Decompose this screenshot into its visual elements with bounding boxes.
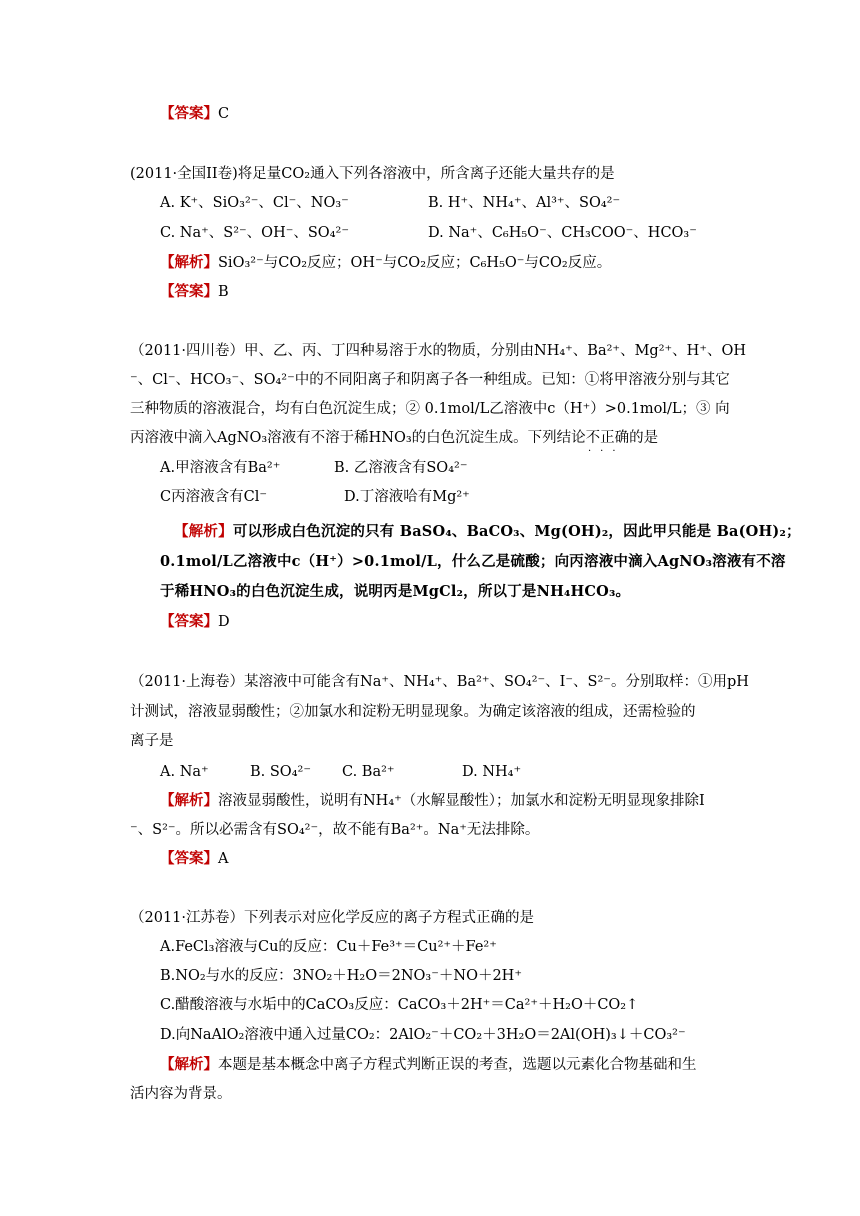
option-b: B. 乙溶液含有SO₄²⁻ <box>334 460 468 476</box>
option-a: A. Na⁺ <box>160 764 209 780</box>
answer-line <box>160 282 229 302</box>
option-b: B.NO₂与水的反应：3NO₂＋H₂O＝2NO₃⁻＋NO＋2H⁺ <box>160 968 522 984</box>
option-d: D.丁溶液哈有Mg²⁺ <box>344 489 470 505</box>
analysis-text: 溶液显弱酸性，说明有NH₄⁺（水解显酸性）；加氯水和淀粉无明显现象排除I <box>218 793 705 809</box>
answer-value: C <box>218 106 230 122</box>
analysis-label: 【解析】 <box>160 254 218 271</box>
analysis-line-1 <box>174 522 801 542</box>
question-stem-line-4: 丙溶液中滴入AgNO₃溶液有不溶于稀HNO₃的白色沉淀生成。下列结论不正确的是 <box>130 430 659 446</box>
answer-value: A <box>218 851 229 867</box>
answer-value: D <box>218 614 230 630</box>
question-stem-line-2: 计测试，溶液显弱酸性；②加氯水和淀粉无明显现象。为确定该溶液的组成，还需检验的 <box>130 704 696 720</box>
emphasis-dots: ··· <box>588 446 625 457</box>
question-stem-line-1: （2011·上海卷）某溶液中可能含有Na⁺、NH₄⁺、Ba²⁺、SO₄²⁻、I⁻、S²⁻。分别取样：①用pH <box>130 674 749 690</box>
question-stem: （2011·江苏卷）下列表示对应化学反应的离子方程式正确的是 <box>130 910 535 926</box>
analysis-label: 【解析】 <box>160 1056 218 1073</box>
analysis-label: 【解析】 <box>174 523 233 540</box>
analysis-text: SiO₃²⁻与CO₂反应；OH⁻与CO₂反应；C₆H₅O⁻与CO₂反应。 <box>218 255 612 271</box>
question-stem-line-2: ⁻、Cl⁻、HCO₃⁻、SO₄²⁻中的不同阳离子和阴离子各一种组成。已知：①将甲溶液分别与其它 <box>130 372 730 388</box>
option-d: D. NH₄⁺ <box>462 764 522 780</box>
answer-line <box>160 104 229 124</box>
option-b: B. SO₄²⁻ <box>250 764 311 780</box>
answer-value: B <box>218 284 229 300</box>
analysis-line-1 <box>160 791 705 811</box>
option-b: B. H⁺、NH₄⁺、Al³⁺、SO₄²⁻ <box>428 195 621 211</box>
option-d: D. Na⁺、C₆H₅O⁻、CH₃COO⁻、HCO₃⁻ <box>428 225 697 241</box>
analysis-line-2: ⁻、S²⁻。所以必需含有SO₄²⁻，故不能有Ba²⁺。Na⁺无法排除。 <box>130 822 540 838</box>
question-stem-line-3: 三种物质的溶液混合，均有白色沉淀生成；② 0.1mol/L乙溶液中c（H⁺）>0.1mol/L；③ 向 <box>130 401 730 417</box>
question-stem: (2011·全国II卷)将足量CO₂通入下列各溶液中，所含离子还能大量共存的是 <box>130 166 615 182</box>
option-d: D.向NaAlO₂溶液中通入过量CO₂：2AlO₂⁻＋CO₂＋3H₂O＝2Al(OH)₃↓＋CO₃²⁻ <box>160 1027 686 1043</box>
analysis-line-2: 0.1mol/L乙溶液中c（H⁺）>0.1mol/L，什么乙是硫酸；向丙溶液中滴入AgNO₃溶液有不溶 <box>160 553 786 570</box>
analysis-line-2: 活内容为背景。 <box>130 1086 232 1102</box>
option-c: C丙溶液含有Cl⁻ <box>160 489 267 505</box>
answer-line <box>160 612 230 632</box>
option-a: A.FeCl₃溶液与Cu的反应：Cu＋Fe³⁺＝Cu²⁺＋Fe²⁺ <box>160 939 497 955</box>
option-a: A.甲溶液含有Ba²⁺ <box>160 460 281 476</box>
analysis-line <box>160 253 611 273</box>
question-stem-line-3: 离子是 <box>130 733 174 749</box>
analysis-line-1 <box>160 1055 697 1075</box>
analysis-text: 可以形成白色沉淀的只有 BaSO₄、BaCO₃、Mg(OH)₂，因此甲只能是 Ba(OH)₂； <box>232 523 801 540</box>
analysis-text: 本题是基本概念中离子方程式判断正误的考查，选题以元素化合物基础和生 <box>218 1057 697 1073</box>
option-c: C. Na⁺、S²⁻、OH⁻、SO₄²⁻ <box>160 225 349 241</box>
answer-line <box>160 849 228 869</box>
answer-label: 【答案】 <box>160 613 218 630</box>
answer-label: 【答案】 <box>160 283 218 300</box>
analysis-line-3: 于稀HNO₃的白色沉淀生成，说明丙是MgCl₂，所以丁是NH₄HCO₃。 <box>160 583 631 600</box>
analysis-label: 【解析】 <box>160 792 218 809</box>
option-c: C.醋酸溶液与水垢中的CaCO₃反应：CaCO₃＋2H⁺＝Ca²⁺＋H₂O＋CO₂↑ <box>160 997 639 1013</box>
option-c: C. Ba²⁺ <box>342 764 395 780</box>
option-a: A. K⁺、SiO₃²⁻、Cl⁻、NO₃⁻ <box>160 195 349 211</box>
question-stem-line-1: （2011·四川卷）甲、乙、丙、丁四种易溶于水的物质，分别由NH₄⁺、Ba²⁺、Mg²⁺、H⁺、OH <box>130 343 746 359</box>
answer-label: 【答案】 <box>160 850 218 867</box>
answer-label: 【答案】 <box>160 105 218 122</box>
